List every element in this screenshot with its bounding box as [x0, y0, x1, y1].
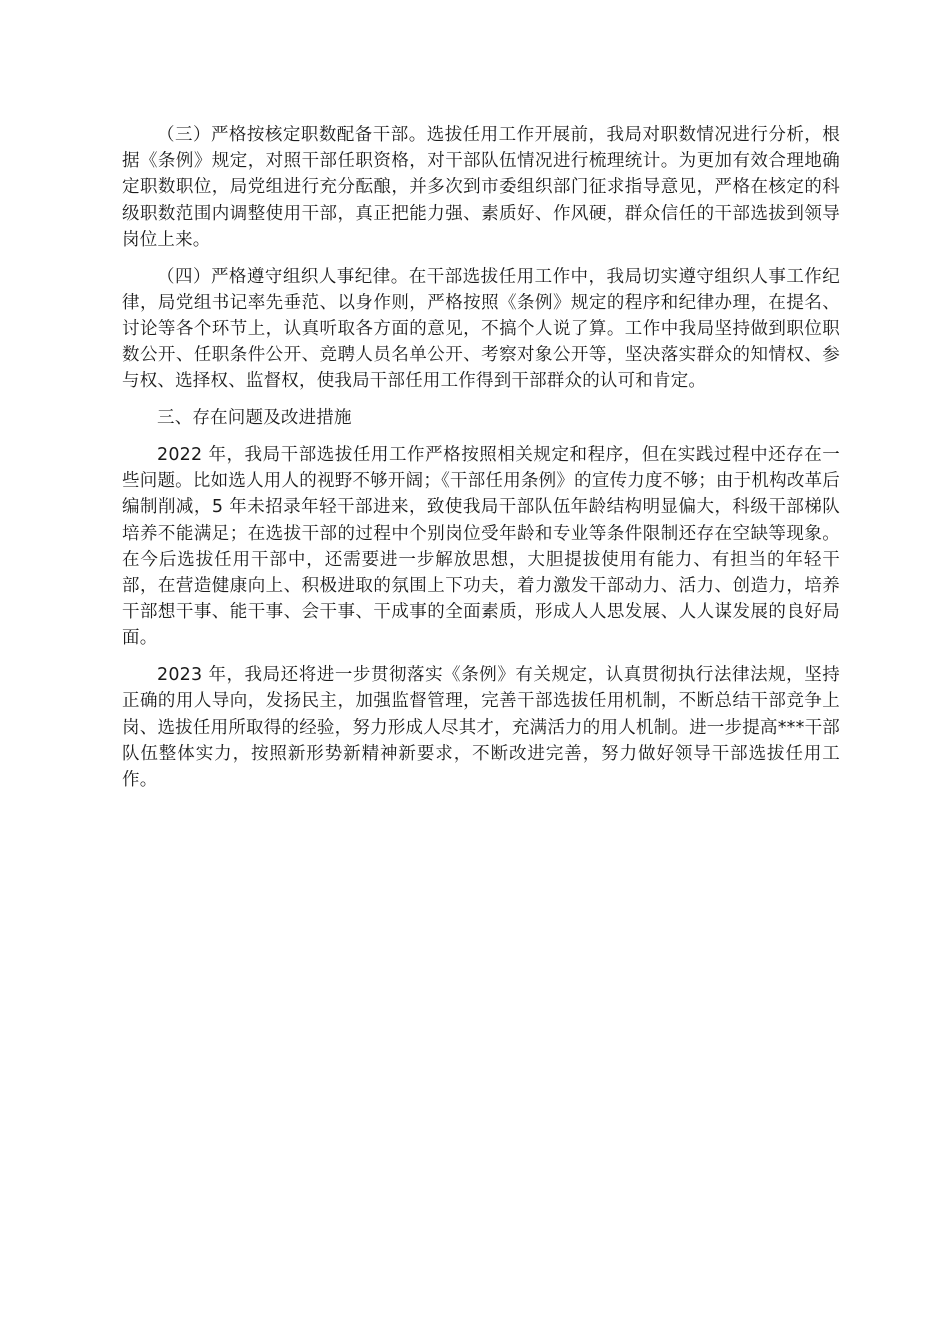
paragraph-2022-problems: 2022 年，我局干部选拔任用工作严格按照相关规定和程序，但在实践过程中还存在一些问题。比如选人用人的视野不够开阔；《干部任用条例》的宣传力度不够；由于机构改革后编制削减，5 年未招录年轻干部进来，致使我局干部队伍年龄结构明显偏大，科级干部梯队培养不能满足；在选拔干部的过程中个别岗位受年龄和专业等条件限制还存在空缺等现象。在今后选拔任用干部中，还需要进一步解放思想，大胆提拔使用有能力、有担当的年轻干部，在营造健康向上、积极进取的氛围上下功夫，着力激发干部动力、活力、创造力，培养干部想干事、能干事、会干事、干成事的全面素质，形成人人思发展、人人谋发展的良好局面。	[122, 445, 840, 649]
paragraph-2023-plans: 2023 年，我局还将进一步贯彻落实《条例》有关规定，认真贯彻执行法律法规，坚持正确的用人导向，发扬民主，加强监督管理，完善干部选拔任用机制，不断总结干部竞争上岗、选拔任用所取得的经验，努力形成人尽其才，充满活力的用人机制。进一步提高***干部队伍整体实力，按照新形势新精神新要求，不断改进完善，努力做好领导干部选拔任用工作。	[122, 665, 840, 791]
section-heading-problems-and-measures: 三、存在问题及改进措施	[157, 408, 352, 429]
paragraph-section-4-discipline: （四）严格遵守组织人事纪律。在干部选拔任用工作中，我局切实遵守组织人事工作纪律，局党组书记率先垂范、以身作则，严格按照《条例》规定的程序和纪律办理，在提名、讨论等各个环节上，认真听取各方面的意见，不搞个人说了算。工作中我局坚持做到职位职数公开、任职条件公开、竞聘人员名单公开、考察对象公开等，坚决落实群众的知情权、参与权、选择权、监督权，使我局干部任用工作得到干部群众的认可和肯定。	[122, 266, 840, 392]
document-body	[122, 122, 840, 793]
paragraph-section-3-staffing: （三）严格按核定职数配备干部。选拔任用工作开展前，我局对职数情况进行分析，根据《条例》规定，对照干部任职资格，对干部队伍情况进行梳理统计。为更加有效合理地确定职数职位，局党组进行充分酝酿，并多次到市委组织部门征求指导意见，严格在核定的科级职数范围内调整使用干部，真正把能力强、素质好、作风硬，群众信任的干部选拔到领导岗位上来。	[122, 125, 840, 250]
